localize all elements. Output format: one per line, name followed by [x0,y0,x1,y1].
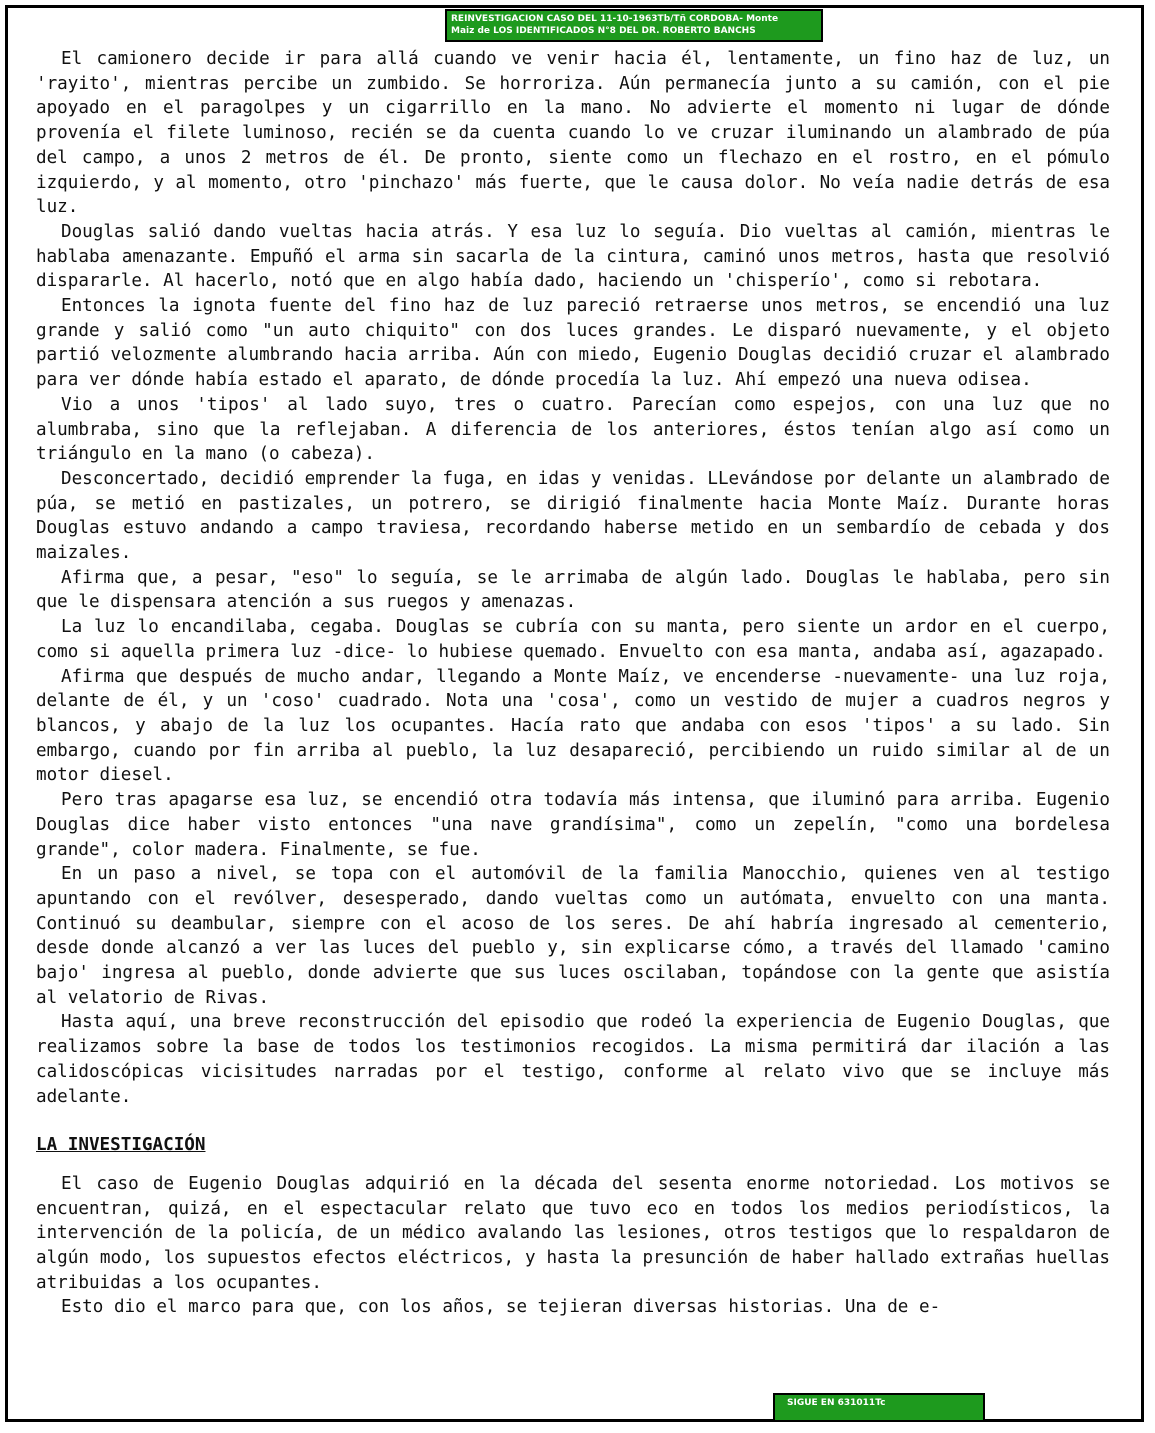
body-paragraph: Afirma que, a pesar, "eso" lo seguía, se le arrimaba de algún lado. Douglas le hablaba, pero sin que le dispensara atención a sus ruegos y amenazas. [36,567,1110,613]
body-paragraph: Desconcertado, decidió emprender la fuga, en idas y venidas. LLevándose por delante un alambrado de púa, se metió en pastizales, un potrero, se dirigió finalmente hacia Monte Maíz. Durante horas Douglas estuvo andando a campo traviesa, recordando haberse metido en un sembardío de cebada y dos maizales. [36,468,1110,564]
body-paragraph: El camionero decide ir para allá cuando ve venir hacia él, lentamente, un fino haz de luz, un 'rayito', mientras percibe un zumbido. Se horroriza. Aún permanecía junto a su camión, con el pie apoyado en el paragolpes y un cigarrillo en la mano. No advierte el momento ni lugar de dónde provenía el filete luminoso, recién se da cuenta cuando lo ve cruzar iluminando un alambrado de púa del campo, a unos 2 metros de él. De pronto, siente como un flechazo en el rostro, en el pómulo izquierdo, y al momento, otro 'pinchazo' más fuerte, que le causa dolor. No veía nadie detrás de esa luz. [36,49,1110,218]
body-paragraph: Entonces la ignota fuente del fino haz de luz pareció retraerse unos metros, se encendió una luz grande y salió como "un auto chiquito" con dos luces grandes. Le disparó nuevamente, y el objeto partió velozmente alumbrando hacia arriba. Aún con miedo, Eugenio Douglas decidió cruzar el alambrado para ver dónde había estado el aparato, de dónde procedía la luz. Ahí empezó una nueva odisea. [36,296,1110,391]
body-paragraph: Afirma que después de mucho andar, llegando a Monte Maíz, ve encenderse -nuevamente- una luz roja, delante de él, y un 'coso' cuadrado. Nota una 'cosa', como un vestido de mujer a cuadros negros y blancos, y abajo de la luz los ocupantes. Hacía rato que andaba con esos 'tipos' a su lado. Sin embargo, cuando por fin arriba al pueblo, la luz desapareció, percibiendo un ruido similar al de un motor diesel. [36,666,1110,786]
footer-tag [773,1393,985,1422]
body-paragraph: Hasta aquí, una breve reconstrucción del episodio que rodeó la experiencia de Eugenio Douglas, que realizamos sobre la base de todos los testimonios recogidos. La misma permitirá dar ilación a las calidoscópicas vicisitudes narradas por el testigo, conforme al relato vivo que se incluye más adelante. [36,1012,1110,1107]
body-paragraph: Vio a unos 'tipos' al lado suyo, tres o cuatro. Parecían como espejos, con una luz que no alumbraba, sino que la reflejaban. A diferencia de los anteriores, éstos tenían algo así como un triángulo en la mano (o cabeza). [36,394,1110,465]
footer-tag-label: SIGUE EN 631011Tc [787,1398,886,1408]
header-tag-line1: REINVESTIGACION CASO DEL 11-10-1963Tb/Tñ CORDOBA- Monte [451,14,779,24]
header-tag [445,9,823,42]
body-paragraph: Pero tras apagarse esa luz, se encendió otra todavía más intensa, que iluminó para arriba. Eugenio Douglas dice haber visto entonces "una nave grandísima", como un zepelín, "como una bordelesa grande", color madera. Finalmente, se fue. [36,790,1110,860]
header-tag-line2: Maiz de LOS IDENTIFICADOS N°8 DEL DR. ROBERTO BANCHS [451,26,756,36]
body-paragraph: En un paso a nivel, se topa con el automóvil de la familia Manocchio, quienes ven al testigo apuntando con el revólver, desesperado, dando vueltas como un autómata, envuelto con una manta. Continuó su deambular, siempre con el acoso de los seres. De ahí habría ingresado al cementerio, desde donde alcanzó a ver las luces del pueblo y, sin explicarse cómo, a través del llamado 'camino bajo' ingresa al pueblo, donde advierte que sus luces oscilaban, topándose con la gente que asistía al velatorio de Rivas. [36,864,1110,1008]
section-paragraph: Esto dio el marco para que, con los años, se tejieran diversas historias. Una de e- [61,1297,941,1318]
section-paragraph: El caso de Eugenio Douglas adquirió en la década del sesenta enorme notoriedad. Los motivos se encuentran, quizá, en el espectacular relato que tuvo eco en todos los medios periodísticos, la intervención de la policía, de un médico avalando las lesiones, otros testigos que lo respaldaron de algún modo, los supuestos efectos eléctricos, y hasta la presunción de haber hallado extrañas huellas atribuidas a los ocupantes. [36,1173,1110,1293]
document-body [36,47,1110,1320]
body-paragraph: Douglas salió dando vueltas hacia atrás. Y esa luz lo seguía. Dio vueltas al camión, mientras le hablaba amenazante. Empuñó el arma sin sacarla de la cintura, caminó unos metros, hasta que resolvió dispararle. Al hacerlo, notó que en algo había dado, haciendo un 'chisperío', como si rebotara. [36,221,1110,292]
body-paragraph: La luz lo encandilaba, cegaba. Douglas se cubría con su manta, pero siente un ardor en el cuerpo, como si aquella primera luz -dice- lo hubiese quemado. Envuelto con esa manta, andaba así, agazapado. [36,617,1110,662]
section-heading: LA INVESTIGACIÓN [36,1135,206,1156]
